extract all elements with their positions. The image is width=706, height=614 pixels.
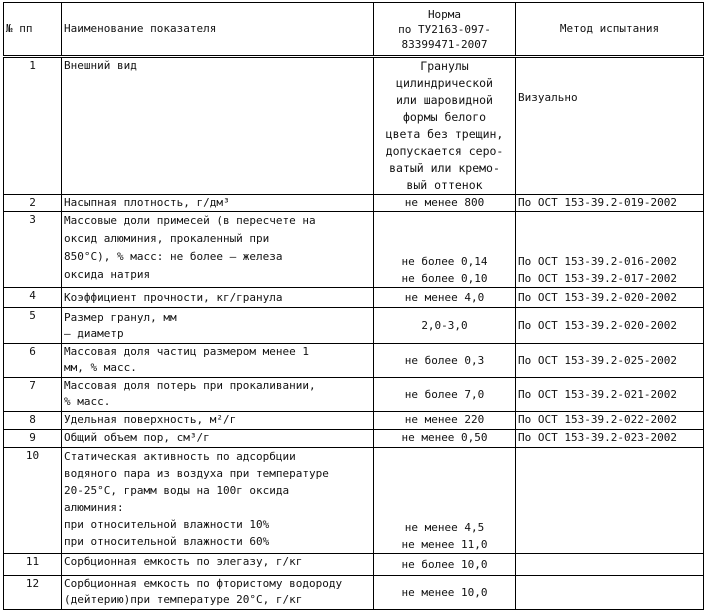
parameter-name — [62, 57, 374, 195]
table-row — [4, 308, 704, 344]
text-line: ватый или кремо- — [389, 161, 500, 175]
header-parameter-name: Наименование показателя — [62, 3, 374, 57]
text-line: Насыпная плотность, г/дм³ — [64, 196, 230, 209]
header-norm-line: по ТУ2163-097- — [398, 22, 491, 36]
norm-value — [374, 430, 516, 448]
row-number: 6 — [4, 344, 62, 378]
text-line: % масс. — [64, 395, 111, 408]
parameter-name — [62, 412, 374, 430]
test-method — [516, 57, 704, 195]
text-line: цилиндрической — [396, 76, 493, 90]
text-line: не менее 800 — [404, 196, 485, 209]
test-method — [516, 554, 704, 576]
norm-value — [374, 378, 516, 412]
text-line: Статическая активность по адсорбции — [64, 450, 296, 463]
row-number: 3 — [4, 212, 62, 288]
text-line: Общий объем пор, см³/г — [64, 431, 210, 444]
text-line: – диаметр — [64, 327, 124, 340]
header-norm — [374, 3, 516, 57]
parameter-name — [62, 212, 374, 288]
text-line: не менее 11,0 — [401, 538, 488, 551]
text-line: По ОСТ 153-39.2-025-2002 — [518, 353, 677, 367]
text-line: при относительной влажности 60% — [64, 535, 270, 548]
text-line: Визуально — [518, 91, 578, 104]
test-method — [516, 344, 704, 378]
text-line: не более 0,10 — [401, 272, 488, 285]
text-line: (дейтерию)при температуре 20°С, г/кг — [64, 593, 303, 606]
row-number: 2 — [4, 195, 62, 212]
norm-value — [374, 288, 516, 308]
text-line: Удельная поверхность, м²/г — [64, 413, 237, 426]
table-row — [4, 57, 704, 195]
text-line: или шаровидной — [396, 93, 493, 107]
table-row — [4, 212, 704, 288]
test-method — [516, 212, 704, 288]
text-line: По ОСТ 153-39.2-019-2002 — [518, 196, 677, 209]
text-line: не менее 4,0 — [404, 290, 485, 304]
text-line: не менее 0,50 — [401, 431, 488, 444]
test-method — [516, 288, 704, 308]
text-line: вый оттенок — [406, 178, 483, 192]
norm-value — [374, 195, 516, 212]
row-number: 10 — [4, 448, 62, 554]
text-line: Массовые доли примесей (в пересчете на — [64, 214, 316, 227]
row-number: 1 — [4, 57, 62, 195]
header-row — [4, 3, 704, 57]
text-line: Размер гранул, мм — [64, 311, 177, 324]
text-line: цвета без трещин, — [385, 127, 504, 141]
text-line: 20-25°С, грамм воды на 100г оксида — [64, 484, 290, 497]
text-line: Гранулы — [420, 59, 469, 73]
table-row — [4, 448, 704, 554]
parameter-name — [62, 554, 374, 576]
norm-value — [374, 344, 516, 378]
parameter-name — [62, 448, 374, 554]
text-line: Массовая доля потерь при прокаливании, — [64, 379, 316, 392]
table-row — [4, 195, 704, 212]
table-row — [4, 378, 704, 412]
specification-table — [3, 2, 704, 610]
norm-value — [374, 412, 516, 430]
text-line: мм, % масс. — [64, 361, 137, 374]
header-test-method: Метод испытания — [516, 3, 704, 57]
text-line: не более 7,0 — [404, 387, 485, 401]
table-row — [4, 344, 704, 378]
table-row — [4, 430, 704, 448]
test-method — [516, 448, 704, 554]
norm-value — [374, 308, 516, 344]
text-line: По ОСТ 153-39.2-016-2002 — [518, 255, 677, 268]
text-line: водяного пара из воздуха при температуре — [64, 467, 329, 480]
text-line: 2,0-3,0 — [421, 318, 468, 332]
test-method — [516, 412, 704, 430]
row-number: 8 — [4, 412, 62, 430]
text-line: не менее 10,0 — [401, 585, 488, 599]
row-number: 7 — [4, 378, 62, 412]
parameter-name — [62, 576, 374, 610]
text-line: 850°С), % масс: не более – железа — [64, 250, 283, 263]
table-row — [4, 576, 704, 610]
norm-value — [374, 212, 516, 288]
test-method — [516, 576, 704, 610]
text-line: По ОСТ 153-39.2-023-2002 — [518, 431, 677, 444]
text-line: Сорбционная емкость по фтористому водороду — [64, 577, 343, 590]
text-line: По ОСТ 153-39.2-020-2002 — [518, 318, 677, 332]
text-line: Сорбционная емкость по элегазу, г/кг — [64, 555, 303, 568]
text-line: не более 10,0 — [401, 557, 488, 571]
text-line: По ОСТ 153-39.2-021-2002 — [518, 387, 677, 401]
parameter-name — [62, 344, 374, 378]
parameter-name — [62, 195, 374, 212]
test-method — [516, 430, 704, 448]
table-row — [4, 412, 704, 430]
header-norm-line: 83399471-2007 — [401, 37, 488, 51]
row-number: 11 — [4, 554, 62, 576]
parameter-name — [62, 308, 374, 344]
text-line: не менее 220 — [404, 413, 485, 426]
text-line: формы белого — [402, 110, 487, 124]
text-line: оксида натрия — [64, 268, 151, 281]
row-number: 9 — [4, 430, 62, 448]
text-line: Внешний вид — [64, 59, 137, 72]
parameter-name — [62, 288, 374, 308]
test-method — [516, 195, 704, 212]
parameter-name — [62, 430, 374, 448]
text-line: оксид алюминия, прокаленный при — [64, 232, 270, 245]
parameter-name — [62, 378, 374, 412]
test-method — [516, 378, 704, 412]
norm-value — [374, 448, 516, 554]
text-line: не более 0,3 — [404, 353, 485, 367]
text-line: Коэффициент прочности, кг/гранула — [64, 290, 283, 304]
text-line: По ОСТ 153-39.2-022-2002 — [518, 413, 677, 426]
text-line: По ОСТ 153-39.2-017-2002 — [518, 272, 677, 285]
row-number: 4 — [4, 288, 62, 308]
row-number: 5 — [4, 308, 62, 344]
test-method — [516, 308, 704, 344]
text-line: По ОСТ 153-39.2-020-2002 — [518, 290, 677, 304]
text-line: Массовая доля частиц размером менее 1 — [64, 345, 310, 358]
text-line: не менее 4,5 — [404, 521, 485, 534]
norm-value — [374, 57, 516, 195]
row-number: 12 — [4, 576, 62, 610]
header-norm-line: Норма — [427, 7, 462, 21]
text-line: при относительной влажности 10% — [64, 518, 270, 531]
norm-value — [374, 554, 516, 576]
norm-value — [374, 576, 516, 610]
text-line: допускается серо- — [385, 144, 504, 158]
text-line: не более 0,14 — [401, 255, 488, 268]
text-line: алюминия: — [64, 501, 124, 514]
table-row — [4, 554, 704, 576]
table-row — [4, 288, 704, 308]
header-number: № пп — [4, 3, 62, 57]
